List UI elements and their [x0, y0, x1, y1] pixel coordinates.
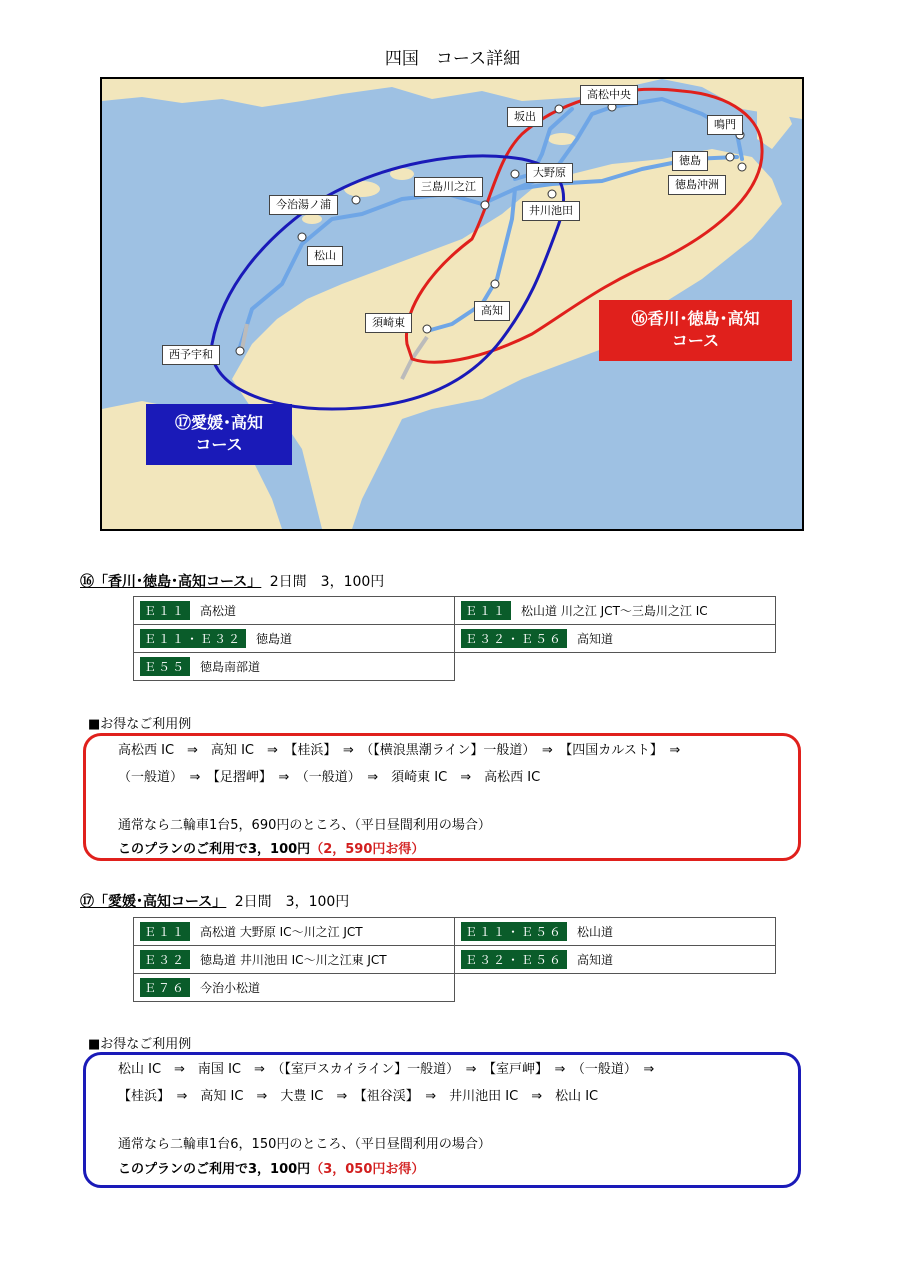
course16-label-line1: ⑯香川･徳島･高知: [631, 309, 760, 328]
road-badge: Ｅ１１・Ｅ３２: [140, 629, 246, 648]
course17-label-line2: コース: [195, 435, 243, 454]
map-label-naruto: 鳴門: [707, 115, 743, 135]
road-name: 高知道: [577, 953, 614, 967]
sec16-normal-price: 通常なら二輪車1台5，690円のところ、（平日昼間利用の場合）: [118, 818, 491, 833]
sec16-course-name: ⑯「香川･徳島･高知コース」: [80, 574, 262, 590]
road-badge: Ｅ５５: [140, 657, 190, 676]
sec17-route-line2: 【桂浜】 ⇒ 高知 IC ⇒ 大豊 IC ⇒ 【祖谷渓】 ⇒ 井川池田 IC ⇒ 松山 IC: [118, 1089, 599, 1104]
sec17-plan-text: このプランのご利用で3，100円: [118, 1162, 311, 1177]
sec16-road-table: [133, 596, 776, 681]
sec17-normal-price: 通常なら二輪車1台6，150円のところ、（平日昼間利用の場合）: [118, 1137, 491, 1152]
road-badge: Ｅ１１: [140, 922, 190, 941]
map-label-takamatsu-chuo: 高松中央: [580, 85, 638, 105]
road-name: 高松道 大野原 IC～川之江 JCT: [200, 925, 363, 939]
sec16-road-cell: [134, 653, 455, 681]
map-label-ikawa-ikeda: 井川池田: [522, 201, 580, 221]
map-label-susaki-higashi: 須崎東: [365, 313, 412, 333]
sec16-road-cell: [134, 597, 455, 625]
map-label-kochi: 高知: [474, 301, 510, 321]
sec17-road-table: [133, 917, 776, 1002]
map-label-tokushima: 徳島: [672, 151, 708, 171]
map-label-seiyo-uwa: 西予宇和: [162, 345, 220, 365]
sec16-route-line1: 高松西 IC ⇒ 高知 IC ⇒ 【桂浜】 ⇒ （【横浪黒潮ライン】一般道） ⇒ 【四国カルスト】 ⇒: [118, 743, 681, 758]
road-badge: Ｅ３２: [140, 950, 190, 969]
road-name: 今治小松道: [200, 981, 261, 995]
map-label-sakaide: 坂出: [507, 107, 543, 127]
sec17-title: [80, 891, 349, 911]
sec17-road-cell: [455, 918, 776, 946]
page-title: 四国 コース詳細: [384, 49, 521, 69]
sec17-duration-price: 2日間 3，100円: [234, 894, 350, 910]
course17-label-line1: ⑰愛媛･高知: [174, 413, 263, 432]
sec16-road-cell: [455, 597, 776, 625]
sec17-plan-price: [118, 1158, 424, 1177]
road-name: 松山道: [577, 925, 614, 939]
course17-label-box: [146, 404, 292, 465]
empty-cell: [455, 974, 776, 1002]
sec16-plan-text: このプランのご利用で3，100円: [118, 842, 311, 857]
sec17-road-cell: [134, 946, 455, 974]
road-name: 高知道: [577, 632, 614, 646]
course-map: [100, 77, 804, 531]
map-label-tokushima-okinosu: 徳島沖洲: [668, 175, 726, 195]
sec17-example-title: ■お得なご利用例: [88, 1037, 192, 1052]
sec16-duration-price: 2日間 3，100円: [269, 574, 385, 590]
sec16-example-title: ■お得なご利用例: [88, 717, 192, 732]
sec16-plan-price: [118, 838, 424, 857]
road-badge: Ｅ１１: [140, 601, 190, 620]
sec16-road-cell: [134, 625, 455, 653]
course16-label-line2: コース: [671, 331, 720, 350]
map-label-matsuyama: 松山: [307, 246, 343, 266]
road-badge: Ｅ１１・Ｅ５６: [461, 922, 567, 941]
sec17-road-cell: [455, 946, 776, 974]
map-label-onohara: 大野原: [526, 163, 573, 183]
road-badge: Ｅ３２・Ｅ５６: [461, 950, 567, 969]
empty-cell: [455, 653, 776, 681]
sec16-title: [80, 571, 384, 591]
sec17-road-cell: [134, 974, 455, 1002]
road-badge: Ｅ１１: [461, 601, 511, 620]
sec17-route-line1: 松山 IC ⇒ 南国 IC ⇒ （【室戸スカイライン】一般道） ⇒ 【室戸岬】 ⇒ （一般道） ⇒: [118, 1062, 655, 1077]
sec16-saving: （2，590円お得）: [310, 842, 425, 857]
road-badge: Ｅ３２・Ｅ５６: [461, 629, 567, 648]
sec17-road-cell: [134, 918, 455, 946]
road-name: 徳島南部道: [200, 660, 261, 674]
sec17-saving: （3，050円お得）: [310, 1162, 425, 1177]
sec16-road-cell: [455, 625, 776, 653]
road-badge: Ｅ７６: [140, 978, 190, 997]
road-name: 松山道 川之江 JCT～三島川之江 IC: [521, 604, 708, 618]
sec17-course-name: ⑰「愛媛･高知コース」: [80, 894, 227, 910]
course16-label-box: [599, 300, 792, 361]
map-label-mishima-kawanoe: 三島川之江: [414, 177, 483, 197]
road-name: 徳島道 井川池田 IC～川之江東 JCT: [200, 953, 387, 967]
sec16-route-line2: （一般道） ⇒ 【足摺岬】 ⇒ （一般道） ⇒ 須崎東 IC ⇒ 高松西 IC: [118, 770, 541, 785]
map-label-imabari-yunoura: 今治湯ノ浦: [269, 195, 338, 215]
road-name: 高松道: [200, 604, 237, 618]
road-name: 徳島道: [256, 632, 293, 646]
